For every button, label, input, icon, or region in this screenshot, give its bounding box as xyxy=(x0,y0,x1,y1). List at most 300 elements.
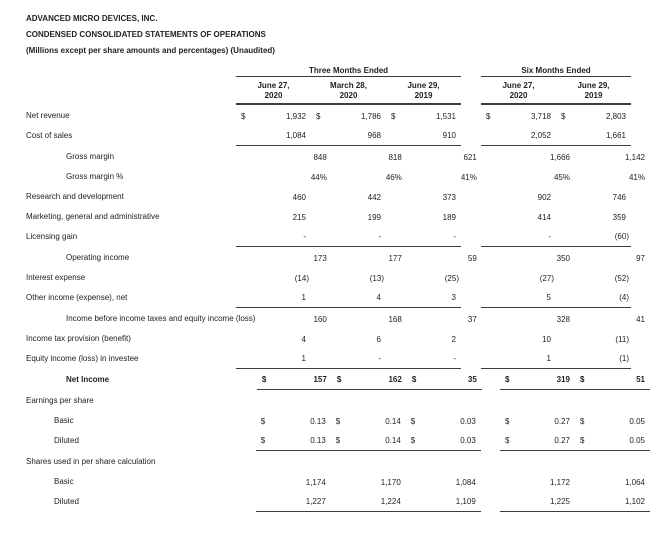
value-column xyxy=(256,436,331,445)
group-gap xyxy=(461,227,481,247)
currency-symbol xyxy=(500,478,519,487)
value-column xyxy=(332,375,407,384)
date-line-1: March 28, xyxy=(330,81,367,90)
currency-symbol xyxy=(386,232,405,241)
table-row xyxy=(26,288,650,308)
value-column xyxy=(556,213,631,222)
table-row xyxy=(26,309,650,329)
value-column xyxy=(556,112,631,121)
cell-value: - xyxy=(378,354,381,363)
three-months-values xyxy=(256,411,481,431)
three-months-values xyxy=(236,126,461,146)
cell-value: 1,225 xyxy=(549,497,570,506)
value-column xyxy=(331,497,406,506)
cell-value: 1,170 xyxy=(380,477,401,487)
label-column-spacer xyxy=(26,79,236,105)
row-label: Shares used in per share calculation xyxy=(26,457,156,466)
currency-symbol xyxy=(481,354,500,363)
cell-value: 37 xyxy=(467,314,477,324)
value-column xyxy=(575,254,650,263)
value-column xyxy=(236,274,311,283)
row-label: Gross margin % xyxy=(66,172,124,181)
value-column xyxy=(386,335,461,344)
cell-value: 3,718 xyxy=(530,111,551,121)
value-column xyxy=(556,131,631,140)
cell-value: 1,932 xyxy=(285,111,306,121)
currency-symbol xyxy=(481,131,500,140)
currency-symbol: $ xyxy=(505,416,510,426)
currency-symbol: $ xyxy=(260,416,266,426)
currency-symbol xyxy=(556,131,575,140)
table-row xyxy=(26,370,650,390)
value-column xyxy=(407,315,482,324)
value-column xyxy=(311,131,386,140)
cell-value: - xyxy=(548,232,551,241)
date-line-2: 2020 xyxy=(339,90,358,100)
currency-symbol: $ xyxy=(580,416,585,426)
cell-value: 1,142 xyxy=(624,152,645,162)
six-months-values xyxy=(481,268,631,288)
currency-symbol: $ xyxy=(336,375,342,384)
currency-symbol xyxy=(481,213,500,222)
row-label: Earnings per share xyxy=(26,396,94,405)
cell-value: 350 xyxy=(556,253,570,263)
value-column xyxy=(257,173,332,182)
table-row xyxy=(26,492,650,512)
currency-symbol xyxy=(236,335,255,344)
row-label: Basic xyxy=(54,416,74,425)
value-column xyxy=(575,173,650,182)
cell-value: 373 xyxy=(442,192,456,202)
currency-symbol xyxy=(481,293,500,302)
currency-symbol xyxy=(256,497,275,506)
label-column-spacer xyxy=(26,66,236,77)
currency-symbol xyxy=(556,213,575,222)
cell-value: 177 xyxy=(388,253,402,263)
cell-value: 168 xyxy=(388,314,402,324)
cell-value: 1,172 xyxy=(549,477,570,487)
currency-symbol xyxy=(257,254,276,263)
column-group-header-row xyxy=(26,66,650,77)
currency-symbol xyxy=(332,173,351,182)
currency-symbol xyxy=(236,193,255,202)
currency-symbol xyxy=(236,232,255,241)
value-column xyxy=(386,232,461,241)
three-months-values xyxy=(256,472,481,492)
currency-symbol xyxy=(256,478,275,487)
cell-value: 4 xyxy=(301,334,306,344)
currency-symbol xyxy=(331,478,350,487)
cell-value: 460 xyxy=(292,192,306,202)
value-column xyxy=(257,375,332,384)
cell-value: 319 xyxy=(556,375,570,384)
cell-value: - xyxy=(303,232,306,241)
value-column xyxy=(311,112,386,121)
value-column xyxy=(406,497,481,506)
row-label: Diluted xyxy=(54,497,79,506)
row-label: Net revenue xyxy=(26,111,70,120)
cell-value: 0.14 xyxy=(385,416,401,426)
value-column xyxy=(500,478,575,487)
cell-value: (11) xyxy=(615,334,629,344)
value-column xyxy=(311,293,386,302)
table-row xyxy=(26,431,650,451)
value-column xyxy=(481,213,556,222)
currency-symbol: $ xyxy=(391,111,396,121)
column-group-six-months-ended: Six Months Ended xyxy=(481,66,631,77)
three-months-values xyxy=(236,268,461,288)
cell-value: 0.13 xyxy=(310,416,326,426)
value-column xyxy=(556,274,631,283)
currency-symbol xyxy=(500,173,519,182)
column-date-header-row xyxy=(26,79,650,105)
currency-symbol: $ xyxy=(316,111,321,121)
currency-symbol xyxy=(500,153,519,162)
value-column xyxy=(481,193,556,202)
value-column xyxy=(236,131,311,140)
currency-symbol xyxy=(556,193,575,202)
currency-symbol: $ xyxy=(580,375,585,384)
cell-value: 173 xyxy=(313,253,327,263)
cell-value: 1,786 xyxy=(360,111,381,121)
cell-value: 3 xyxy=(451,293,456,302)
cell-value: 414 xyxy=(537,212,551,222)
table-body xyxy=(26,106,650,512)
group-gap xyxy=(461,126,481,146)
currency-symbol xyxy=(311,213,330,222)
value-column xyxy=(332,153,407,162)
table-row xyxy=(26,248,650,268)
value-column xyxy=(500,375,575,384)
statement-title: CONDENSED CONSOLIDATED STATEMENTS OF OPERATIONS xyxy=(26,30,266,39)
value-column xyxy=(386,293,461,302)
value-column xyxy=(500,173,575,182)
cell-value: 160 xyxy=(313,314,327,324)
currency-symbol xyxy=(481,335,500,344)
currency-symbol: $ xyxy=(411,375,417,384)
cell-value: 328 xyxy=(556,314,570,324)
currency-symbol xyxy=(311,293,330,302)
group-gap xyxy=(461,349,481,369)
six-months-values xyxy=(481,126,631,146)
currency-symbol xyxy=(407,173,426,182)
cell-value: (4) xyxy=(619,293,629,302)
currency-symbol xyxy=(407,315,426,324)
cell-value: 968 xyxy=(367,131,381,140)
cell-value: 41% xyxy=(628,172,645,182)
cell-value: 0.03 xyxy=(460,416,476,426)
value-column xyxy=(256,497,331,506)
row-label: Marketing, general and administrative xyxy=(26,212,160,221)
row-label: Income before income taxes and equity income (loss) xyxy=(66,314,256,323)
cell-value: 1,084 xyxy=(285,131,306,140)
three-months-values xyxy=(256,492,481,512)
group-gap xyxy=(481,411,500,431)
cell-value: 1,084 xyxy=(455,477,476,487)
currency-symbol xyxy=(311,193,330,202)
currency-symbol xyxy=(407,153,426,162)
value-column xyxy=(500,497,575,506)
currency-symbol: $ xyxy=(261,375,267,384)
cell-value: 0.27 xyxy=(554,416,570,426)
cell-value: 818 xyxy=(388,152,402,162)
currency-symbol xyxy=(575,173,594,182)
three-months-values xyxy=(236,329,461,349)
statements-table xyxy=(26,66,650,512)
table-row xyxy=(26,147,650,167)
group-gap xyxy=(461,207,481,227)
currency-symbol xyxy=(406,497,425,506)
value-column xyxy=(311,213,386,222)
value-column xyxy=(407,173,482,182)
cell-value: 1 xyxy=(301,354,306,363)
row-label: Diluted xyxy=(54,436,79,445)
cell-value: 157 xyxy=(313,375,327,384)
cell-value: 97 xyxy=(636,253,645,263)
currency-symbol xyxy=(500,497,519,506)
value-column xyxy=(236,193,311,202)
three-months-values xyxy=(236,106,461,126)
cell-value: 1,174 xyxy=(305,477,326,487)
cell-value: 1,224 xyxy=(380,497,401,506)
six-months-values xyxy=(500,309,650,329)
cell-value: - xyxy=(453,232,456,241)
group-gap xyxy=(461,66,481,77)
group-gap xyxy=(482,147,500,167)
six-months-values xyxy=(500,431,650,451)
value-column xyxy=(386,274,461,283)
row-label: Research and development xyxy=(26,192,124,201)
cell-value: 1,109 xyxy=(455,497,476,506)
cell-value: 1,227 xyxy=(305,497,326,506)
cell-value: 0.27 xyxy=(554,436,570,445)
value-column xyxy=(386,193,461,202)
date-line-1: June 27, xyxy=(502,81,535,90)
cell-value: 59 xyxy=(467,253,477,263)
cell-value: 0.05 xyxy=(629,416,645,426)
date-column-header xyxy=(481,79,556,100)
currency-symbol xyxy=(556,232,575,241)
currency-symbol xyxy=(575,497,594,506)
row-label: Equity income (loss) in investee xyxy=(26,354,139,363)
cell-value: (52) xyxy=(614,273,629,283)
cell-value: 46% xyxy=(385,172,402,182)
group-gap xyxy=(461,329,481,349)
cell-value: 199 xyxy=(367,212,381,222)
currency-symbol xyxy=(481,274,500,283)
value-column xyxy=(481,112,556,121)
value-column xyxy=(311,354,386,363)
cell-value: (60) xyxy=(614,232,629,241)
table-row xyxy=(26,349,650,369)
value-column xyxy=(481,293,556,302)
date-column-header xyxy=(386,79,461,100)
cell-value: 2,803 xyxy=(605,111,626,121)
value-column xyxy=(406,478,481,487)
cell-value: (13) xyxy=(369,273,384,283)
cell-value: 0.13 xyxy=(310,436,326,445)
value-column xyxy=(311,274,386,283)
currency-symbol xyxy=(406,478,425,487)
date-column-header xyxy=(236,79,311,100)
table-row xyxy=(26,207,650,227)
row-label: Other income (expense), net xyxy=(26,293,128,302)
currency-symbol: $ xyxy=(580,436,585,445)
three-months-date-headers xyxy=(236,79,461,105)
currency-symbol: $ xyxy=(241,111,246,121)
three-months-values xyxy=(236,349,461,369)
currency-symbol xyxy=(556,354,575,363)
group-gap xyxy=(481,431,500,451)
value-column xyxy=(331,478,406,487)
currency-symbol xyxy=(257,153,276,162)
group-gap xyxy=(482,248,500,268)
date-line-2: 2019 xyxy=(414,90,433,100)
table-row xyxy=(26,227,650,247)
value-column xyxy=(332,254,407,263)
currency-symbol xyxy=(481,193,500,202)
cell-value: 902 xyxy=(537,192,551,202)
date-line-2: 2020 xyxy=(509,90,528,100)
date-line-1: June 29, xyxy=(577,81,610,90)
currency-symbol xyxy=(407,254,426,263)
statement-subtitle: (Millions except per share amounts and percentages) (Unaudited) xyxy=(26,46,275,55)
six-months-values xyxy=(500,147,650,167)
currency-symbol: $ xyxy=(335,416,341,426)
value-column xyxy=(407,375,482,384)
currency-symbol xyxy=(386,293,405,302)
value-column xyxy=(257,254,332,263)
cell-value: 41 xyxy=(636,314,645,324)
three-months-values xyxy=(236,207,461,227)
table-row xyxy=(26,329,650,349)
cell-value: 6 xyxy=(376,334,381,344)
value-column xyxy=(575,315,650,324)
cell-value: 1,666 xyxy=(549,152,570,162)
cell-value: 4 xyxy=(376,293,381,302)
date-column-header xyxy=(311,79,386,100)
value-column xyxy=(556,293,631,302)
currency-symbol xyxy=(386,274,405,283)
value-column xyxy=(556,354,631,363)
date-line-1: June 27, xyxy=(257,81,290,90)
column-group-three-months-ended: Three Months Ended xyxy=(236,66,461,77)
currency-symbol: $ xyxy=(335,436,341,445)
group-gap xyxy=(482,370,500,390)
six-months-values xyxy=(481,227,631,247)
currency-symbol xyxy=(386,213,405,222)
company-name: ADVANCED MICRO DEVICES, INC. xyxy=(26,14,158,23)
six-months-values xyxy=(481,288,631,308)
value-column xyxy=(386,213,461,222)
six-months-values xyxy=(481,106,631,126)
value-column xyxy=(500,436,575,445)
cell-value: (27) xyxy=(539,273,554,283)
cell-value: 215 xyxy=(292,212,306,222)
cell-value: 0.03 xyxy=(460,436,476,445)
value-column xyxy=(331,417,406,426)
date-line-2: 2020 xyxy=(264,90,283,100)
group-gap xyxy=(461,79,481,105)
six-months-values xyxy=(500,167,650,187)
group-gap xyxy=(481,492,500,512)
value-column xyxy=(481,232,556,241)
cell-value: 910 xyxy=(442,131,456,140)
value-column xyxy=(481,335,556,344)
value-column xyxy=(575,497,650,506)
currency-symbol xyxy=(236,131,255,140)
cell-value: 0.14 xyxy=(385,436,401,445)
value-column xyxy=(257,315,332,324)
value-column xyxy=(575,375,650,384)
cell-value: 41% xyxy=(460,172,477,182)
value-column xyxy=(236,354,311,363)
value-column xyxy=(311,335,386,344)
cell-value: 746 xyxy=(612,192,626,202)
group-gap xyxy=(482,309,500,329)
currency-symbol xyxy=(556,293,575,302)
currency-symbol xyxy=(556,335,575,344)
group-gap xyxy=(461,106,481,126)
value-column xyxy=(386,112,461,121)
table-row xyxy=(26,472,650,492)
six-months-values xyxy=(500,248,650,268)
three-months-values xyxy=(257,309,482,329)
three-months-values xyxy=(256,431,481,451)
value-column xyxy=(500,254,575,263)
row-label: Income tax provision (benefit) xyxy=(26,334,131,343)
row-label: Gross margin xyxy=(66,152,115,161)
currency-symbol xyxy=(575,315,594,324)
group-gap xyxy=(481,472,500,492)
value-column xyxy=(556,193,631,202)
six-months-values xyxy=(500,492,650,512)
row-label: Net Income xyxy=(66,375,110,384)
cell-value: 1,102 xyxy=(624,497,645,506)
value-column xyxy=(256,478,331,487)
value-column xyxy=(500,417,575,426)
value-column xyxy=(236,112,311,121)
three-months-values xyxy=(236,227,461,247)
value-column xyxy=(236,213,311,222)
cell-value: 359 xyxy=(612,212,626,222)
cell-value: 1,531 xyxy=(435,111,456,121)
currency-symbol: $ xyxy=(561,111,566,121)
currency-symbol xyxy=(311,131,330,140)
table-row xyxy=(26,187,650,207)
value-column xyxy=(386,354,461,363)
currency-symbol xyxy=(575,153,594,162)
six-months-values xyxy=(500,472,650,492)
three-months-values xyxy=(236,187,461,207)
cell-value: 1,661 xyxy=(605,131,626,140)
cell-value: 2 xyxy=(451,334,456,344)
currency-symbol xyxy=(236,274,255,283)
currency-symbol xyxy=(386,335,405,344)
cell-value: (14) xyxy=(294,273,309,283)
row-label: Licensing gain xyxy=(26,232,78,241)
table-row xyxy=(26,167,650,187)
currency-symbol xyxy=(257,315,276,324)
cell-value: 1 xyxy=(546,354,551,363)
six-months-values xyxy=(500,370,650,390)
currency-symbol xyxy=(257,173,276,182)
date-line-2: 2019 xyxy=(584,90,603,100)
currency-symbol: $ xyxy=(410,416,416,426)
value-column xyxy=(332,315,407,324)
currency-symbol xyxy=(331,497,350,506)
row-label: Basic xyxy=(54,477,74,486)
